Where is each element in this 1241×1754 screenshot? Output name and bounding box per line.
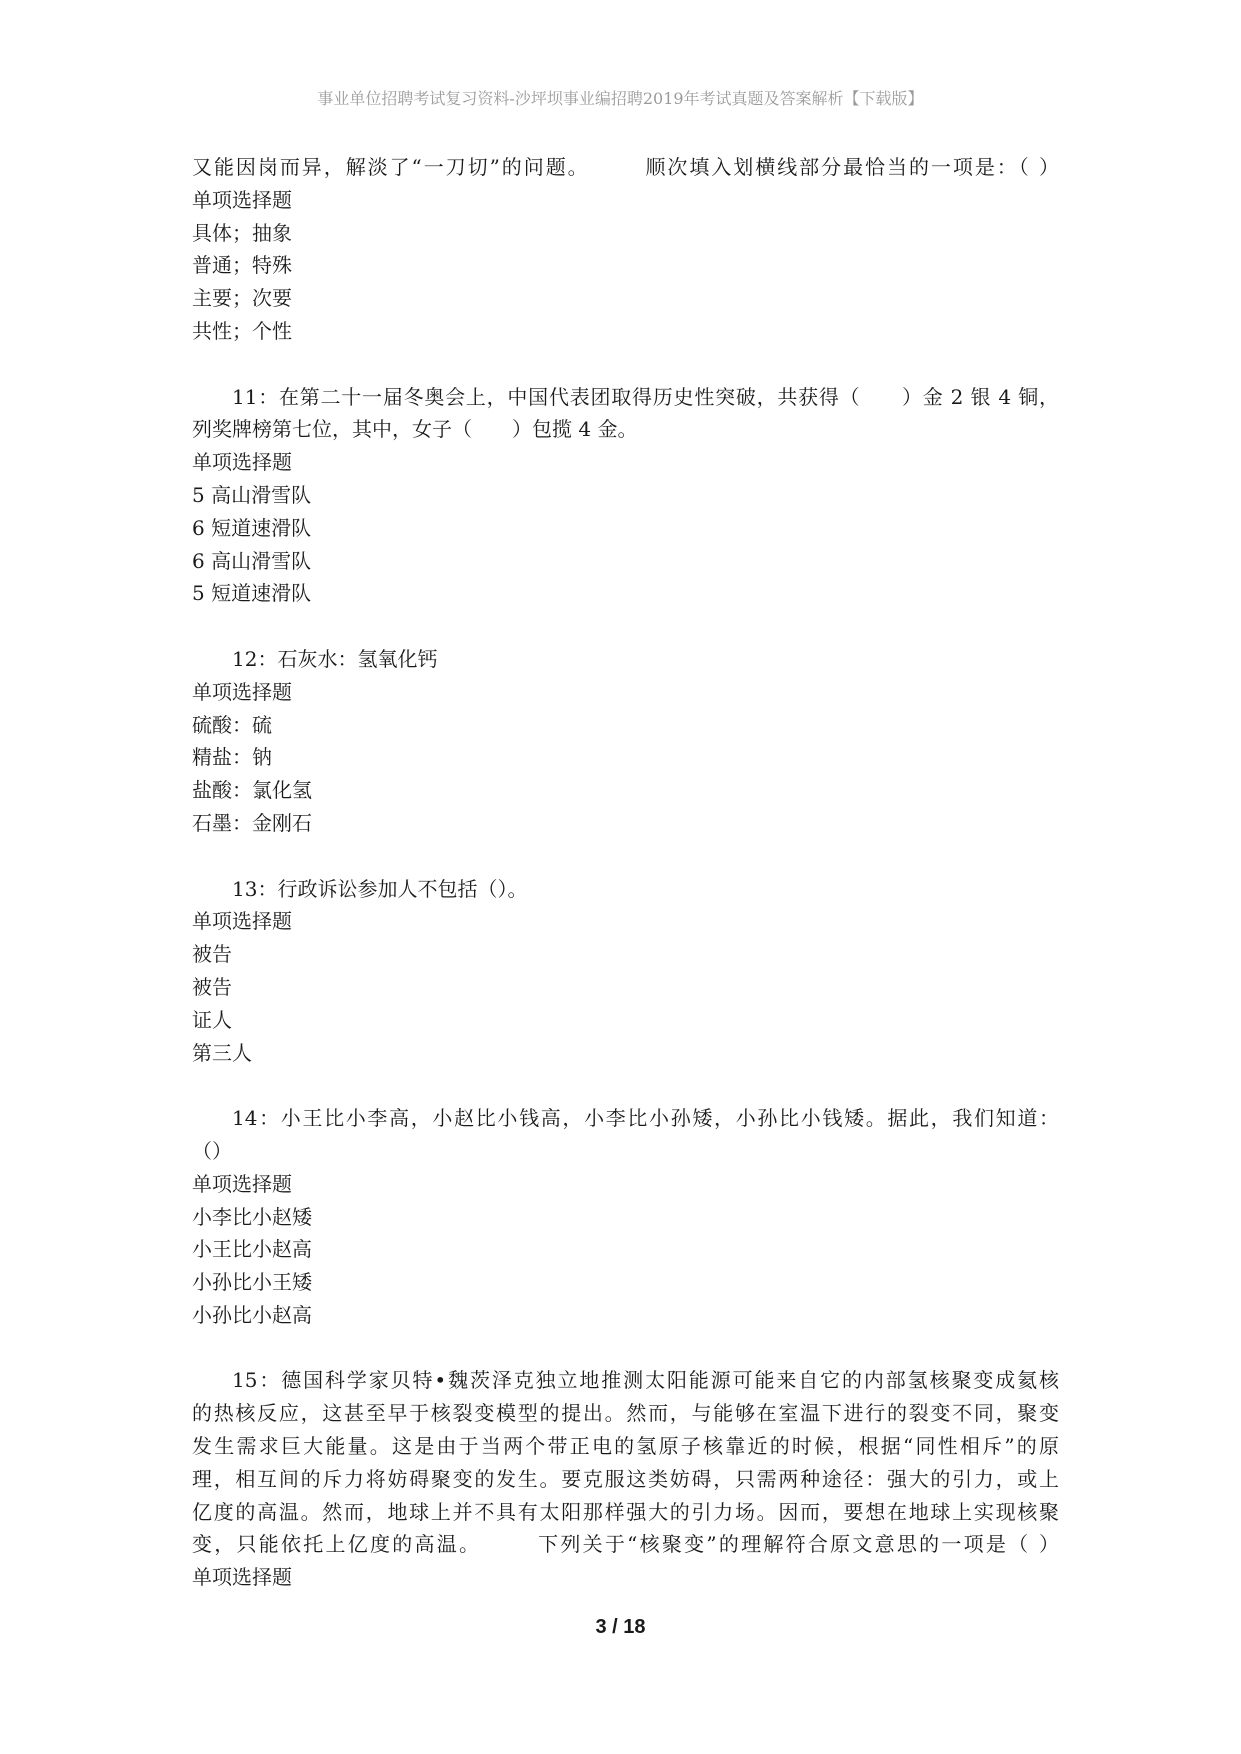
option-item: 5 高山滑雪队: [192, 482, 312, 507]
question-stem: 发生需求巨大能量。这是由于当两个带正电的氢原子核靠近的时候，根据“同性相斥”的原: [192, 1434, 1059, 1459]
question-stem: 又能因岗而异，解淡了“一刀切”的问题。 顺次填入划横线部分最恰当的一项是：（ ）: [192, 155, 1059, 179]
option-item: 被告: [192, 974, 232, 999]
option-item: 精盐：钠: [192, 745, 272, 770]
question-stem: 变，只能依托上亿度的高温。 下列关于“核聚变”的理解符合原文意思的一项是（ ）: [192, 1532, 1059, 1557]
question-type: 单项选择题: [192, 909, 292, 934]
question-block: [192, 643, 1059, 840]
question-block: [192, 873, 1059, 1070]
question-stem: 13：行政诉讼参加人不包括（）。: [232, 876, 528, 901]
option-item: 证人: [192, 1007, 232, 1032]
page-header: 事业单位招聘考试复习资料-沙坪坝事业编招聘2019年考试真题及答案解析【下载版】: [317, 89, 924, 108]
option-item: 盐酸：氯化氢: [192, 778, 312, 803]
question-stem: 的热核反应，这甚至早于核裂变模型的提出。然而，与能够在室温下进行的裂变不同，聚变: [192, 1401, 1059, 1426]
question-stem: （）: [192, 1138, 232, 1163]
question-stem: 15：德国科学家贝特•魏茨泽克独立地推测太阳能源可能来自它的内部氢核聚变成氦核: [232, 1368, 1059, 1393]
question-type: 单项选择题: [192, 187, 292, 212]
option-item: 共性；个性: [192, 318, 292, 343]
option-item: 被告: [192, 942, 232, 967]
question-block: [192, 1102, 1059, 1332]
question-stem: 14：小王比小李高，小赵比小钱高，小李比小孙矮，小孙比小钱矮。据此，我们知道：: [232, 1106, 1059, 1131]
question-stem: 12：石灰水：氢氧化钙: [232, 646, 438, 671]
option-item: 具体；抽象: [192, 220, 292, 245]
page-number: 3 / 18: [595, 1616, 646, 1638]
option-item: 普通；特殊: [192, 253, 292, 278]
option-item: 小李比小赵矮: [192, 1204, 312, 1229]
question-stem: 理，相互间的斥力将妨碍聚变的发生。要克服这类妨碍，只需两种途径：强大的引力，或上: [192, 1466, 1059, 1491]
question-stem: 亿度的高温。然而，地球上并不具有太阳那样强大的引力场。因而，要想在地球上实现核聚: [192, 1499, 1059, 1524]
question-type: 单项选择题: [192, 450, 292, 475]
question-block: [192, 1364, 1059, 1594]
question-type: 单项选择题: [192, 1565, 292, 1590]
option-item: 小王比小赵高: [192, 1237, 312, 1262]
option-item: 6 短道速滑队: [192, 515, 312, 540]
option-item: 5 短道速滑队: [192, 581, 312, 606]
option-item: 硫酸：硫: [192, 712, 272, 737]
question-type: 单项选择题: [192, 679, 292, 704]
option-item: 小孙比小赵高: [192, 1302, 312, 1327]
question-block: [192, 151, 1059, 348]
question-stem: 11：在第二十一届冬奥会上，中国代表团取得历史性突破，共获得（ ）金 2 银 4 铜，: [232, 384, 1059, 409]
question-block: [192, 381, 1059, 611]
option-item: 小孙比小王矮: [192, 1270, 312, 1295]
option-item: 第三人: [192, 1040, 252, 1065]
option-item: 主要；次要: [192, 286, 292, 311]
question-type: 单项选择题: [192, 1171, 292, 1196]
question-stem: 列奖牌榜第七位，其中，女子（ ）包揽 4 金。: [192, 417, 638, 442]
option-item: 石墨：金刚石: [192, 810, 312, 835]
document-body: [192, 151, 1059, 1627]
option-item: 6 高山滑雪队: [192, 548, 312, 573]
